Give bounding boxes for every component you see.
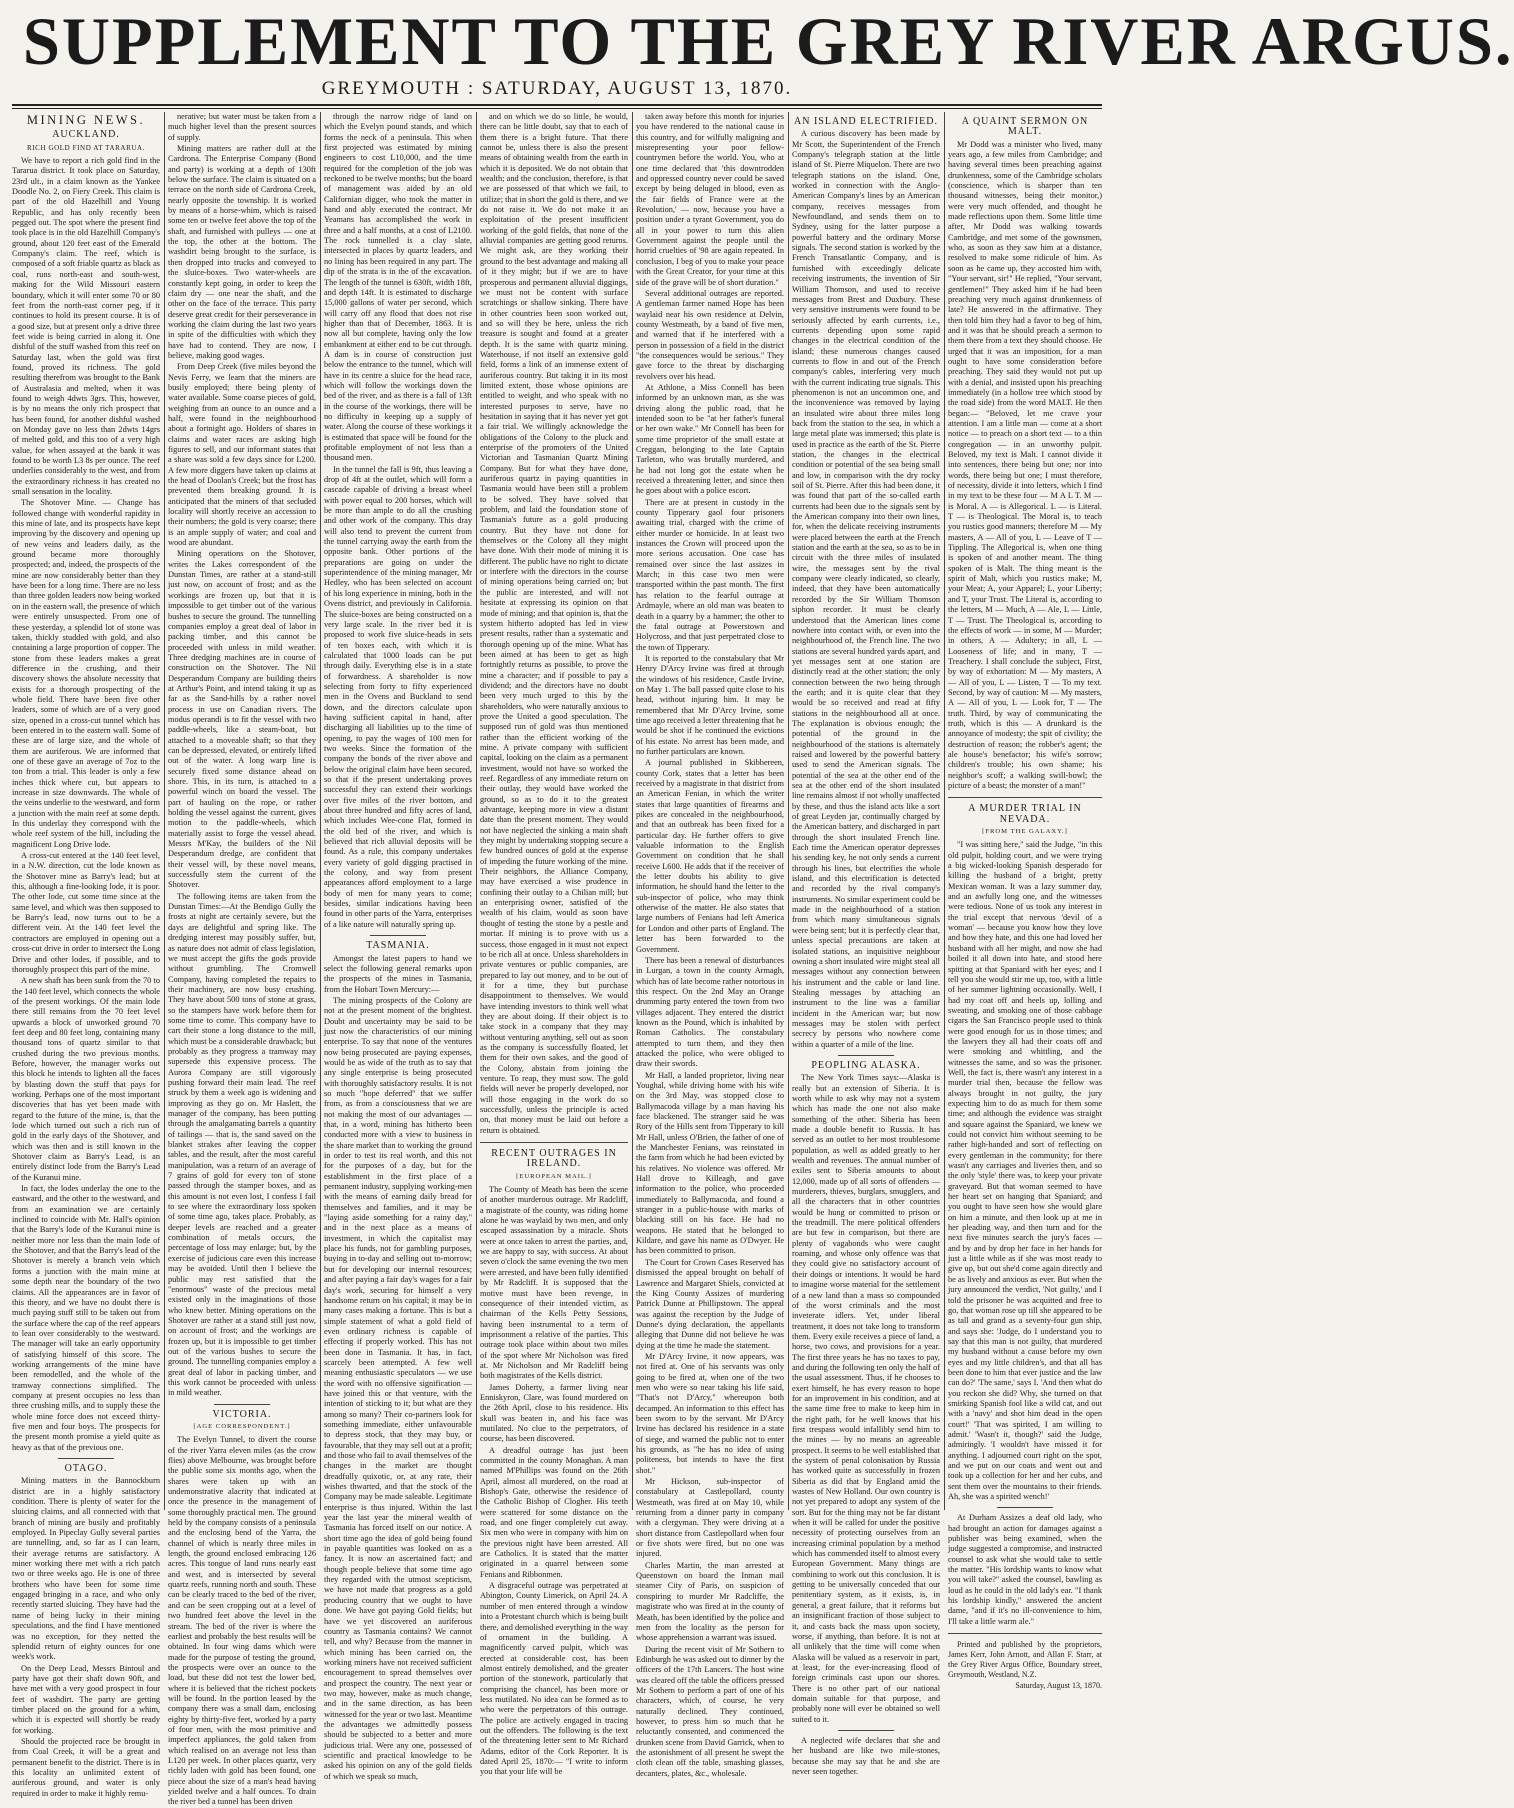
column-rule xyxy=(476,112,477,1510)
divider xyxy=(214,1404,270,1405)
article-heading-victoria: VICTORIA. xyxy=(212,1408,272,1420)
paragraph: A neglected wife declares that she and her husband are like two mile-stones, because she may say that he and she are never seen together. xyxy=(792,1735,940,1776)
paragraph: It is reported to the constabulary that Mr Henry D'Arcy Irvine was fired at through the windows of his residence, Castle Irvine, on May 1. The ball passed quite close to his head, without injuring him. It may be remembered that Mr D'Arcy Irvine, some time ago received a letter threatening that he would be shot if he continued the evictions of his estate. No arrest has been made, and no further particulars are known. xyxy=(636,653,784,756)
divider xyxy=(58,1458,114,1459)
column-4 xyxy=(480,112,628,1777)
article-heading-tasmania: TASMANIA. xyxy=(366,940,430,952)
divider xyxy=(948,797,1102,798)
paragraph: There are at present in custody in the county Tipperary gaol four prisoners awaiting trial, charged with the crime of either murder or homicide. In at least two instances the Crown will proceed upon the more serious accusation. One case has remained over since the last assizes in March; in this case two men were transported within the past month. The first has relation to the fearful outrage at Ardmayle, where an old man was beaten to death in a quarry by a hammer; the other to the fatal outrage at Powerstown and Holycross, and that just perpetrated close to the town of Tipperary. xyxy=(636,497,784,652)
paragraph: A dreadful outrage has just been committed in the county Monaghan. A man named M'Phillips was found on the 26th April, almost all murdered, on the road at Bishop's Gate, otherwise the residence of the Catholic Bishop of Clogher. His teeth were scattered for some distance on the road, and one finger completely cut away. Six men who were in company with him on the previous night have been arrested. All are Catholics. It is stated that the matter originated in a quarrel between some Fenians and Ribbonmen. xyxy=(480,1445,628,1579)
column-rule xyxy=(788,112,789,1510)
column-6 xyxy=(792,112,940,1776)
masthead-rule-thin xyxy=(12,108,1102,109)
paragraph: A journal published in Skibbereen, county Cork, states that a letter has been received by a magistrate in that district from an American Fenian, in which the writer states that large quantities of firearms and pikes are concealed in the neighbourhood, and that an outbreak has been fixed for a particular day. He further offers to give valuable information to the English Government on condition that he shall receive L600. He adds that if the receiver of the letter doubts his ability to give information, he should hand the letter to the sub-inspector of police, who may think otherwise of the matter. He also states that large numbers of Fenians had left America for London and other parts of England. The letter has been forwarded to the Government. xyxy=(636,758,784,954)
paragraph: Mr Hickson, sub-inspector of constabulary at Castlepollard, county Westmeath, was fired at on May 10, while returning from a dinner party in company with a clergyman. They were driving at a short distance from Castlepollard when four or five shots were fired, but no one was injured. xyxy=(636,1477,784,1559)
column-rule xyxy=(632,112,633,1510)
column-5 xyxy=(636,112,784,1778)
paragraph: At Durham Assizes a deaf old lady, who had brought an action for damages against a publisher was being examined, when the judge suggested a compromise, and instructed counsel to ask what she would take to settle the matter. "His lordship wants to know what you will take?" asked the counsel, bawling as loud as he could in the old lady's ear. "I thank his lordship kindly," answered the ancient dame, "and if it's no ill-convenience to him, I'll take a little warm ale." xyxy=(948,1513,1102,1626)
divider xyxy=(838,1055,894,1056)
paragraph: In the tunnel the fall is 9ft, thus leaving a drop of 4ft at the outlet, which will form a cascade capable of driving a breast wheel with power equal to 200 horses, which will be more than ample to do all the crushing and other work of the company. This dray will also tend to prevent the current from the tunnel carrying away the earth from the opposite bank. Other portions of the preparations are going on under the superintendence of the mining manager, Mr Hedley, who has been selected on account of his long experience in mining, both in the Ovens district, and previously in California. The sluice-boxes are being constructed on a very large scale. In the river bed it is proposed to work five sluice-heads in sets of ten boxes each, with which it is calculated that 1000 loads can be put through daily. Everything else is in a state of forwardness. A shareholder is now selecting from forty to fifty experienced men in the Ovens and Buckland to send down, and the directors calculate upon having sufficient capital in hand, after discharging all liabilities up to the time of opening, to pay the wages of 100 men for two weeks. Since the formation of the company the bonds of the river above and below the original claim have been secured, so that if the present undertaking proves successful they can extend their workings over five miles of the river bottom, and about three hundred and fifty acres of land, which includes Wee-cone Flat, formed in the old bed of the river, and which is believed that rich alluvial deposits will be found. As a rule, this company undertakes every variety of gold digging practised in the colony, and way from present appearances afford employment to a large body of men for many years to come; besides, similar indications having been found in other parts of the Yarra, enterprises of a like nature will naturally spring up. xyxy=(324,464,472,929)
paragraph: Several additional outrages are reported. A gentleman farmer named Hope has been waylaid near his own residence at Delvin, county Westmeath, by a band of five men, and warned that if he interfered with a person in possession of a field in the district "the consequences would be serious." They gave force to the threat by discharging revolvers over his head. xyxy=(636,288,784,381)
paragraph: Charles Martin, the man arrested at Queenstown on board the Inman mail steamer City of Paris, on suspicion of conspiring to murder Mr Radcliffe, the magistrate who was fired at in the county of Meath, has been identified by the police and men from the locality as the person for whose apprehension a warrant was issued. xyxy=(636,1560,784,1643)
section-heading-mining-news: MINING NEWS. xyxy=(26,113,146,127)
paragraph: Mr Dodd was a minister who lived, many years ago, a few miles from Cambridge; and having several times been preaching against drunkenness, some of the Cambridge scholars (conscience, which is sharper than ten thousand witnesses, being their monitor,) were very much offended, and thought he made reflections upon them. Some little time after, Mr Dodd was walking towards Cambridge, and met some of the gownsmen, who, as soon as they saw him at a distance, resolved to make some ridicule of him. As soon as he came up, they accosted him with, "Your servant, sir!" He replied, "Your servant, gentlemen!" They asked him if he had been preaching very much against drunkenness of late? He answered in the affirmative. They then told him they had a favor to beg of him, and it was that he should preach a sermon to them there from a text they should choose. He urged that it was an imposition, for a man ought to have some consideration before preaching. They said they would not put up with a denial, and insisted upon his preaching immediately (in a hollow tree which stood by the road side) from the word MALT. He then began:— "Beloved, let me crave your attention. I am a little man — come at a short notice — to preach on a short text — to a thin congregation — in an unworthy pulpit. Beloved, my text is Malt. I cannot divide it into sentences, there being but one; nor into words, there being but one; I must therefore, of necessity, divide it into letters, which I find in my text to be these four — M A L T. M — is Moral. A — is Allegorical. L — is Literal. T — is Theological. The Moral is, to teach you rustics good manners; therefore M — My masters, A — All of you, L — Leave of T — Tippling. The Allegorical is, when one thing is spoken of and another meant. The thing spoken of is Malt. The thing meant is the spirit of Malt, which you rustics make; M, your Meat; A, your Apparel; L, your Liberty; and T, your Trust. The Literal is, according to the letters, M — Much, A — Ale, L — Little, T — Trust. The Theological is, according to the effects of work — in some, M — Murder; in others, A — Adultery; in all, L — Looseness of life; and in many, T — Treachery. I shall conclude the subject, First, by way of exhortation: M — My masters, A — All of you, L — Listen, T — To my text. Second, by way of caution: M — My masters, A — All of you, L — Look for, T — The truth. Third, by way of communicating the truth, which is this — A drunkard is the annoyance of modesty; the spit of civility; the destruction of reason; the robber's agent; the ale house's benefactor; his wife's sorrow; children's trouble; his own shame; his neighbor's scoff; a walking swill-bowl; the picture of a beast; the monster of a man!" xyxy=(948,139,1102,790)
paragraph: The Court for Crown Cases Reserved has dismissed the appeal brought on behalf of Lawrence and Margaret Shiels, convicted at the King County Assizes of murdering Patrick Dunne at Phillipstown. The appeal was against the reception by the Judge of Dunne's dying declaration, the appellants alleging that Dunne did not believe he was dying at the time he made the statement. xyxy=(636,1257,784,1350)
column-3 xyxy=(324,112,472,1781)
column-rule xyxy=(320,112,321,1510)
article-heading-murder-trial: A MURDER TRIAL IN NEVADA. xyxy=(968,803,1082,825)
divider xyxy=(948,1633,1102,1634)
paragraph: The New York Times says:—Alaska is really but an extension of Siberia. It is worth while to ask why may not a system which has made the one not also make something of the other. Siberia has been made a double benefit to Russia. It has served as an outlet to her most troublesome population, as well as added greatly to her wealth and revenues. The annual number of exiles sent to Siberia amounts to about 12,000, made up of all sorts of offenders — murderers, thieves, burglars, smugglers, and all the characters that in other countries would be hung or committed to prison or the treadmill. The mere political offenders are but few in comparison, but there are plenty of vagabonds who were caught roaming, and whose only offence was that they could give no satisfactory account of their doings or intentions. It would be hard to imagine worse material for the settlement of a new land than a mass so compounded of the worst criminals and the most inveterate idlers. Yet, under liberal treatment, it does not take long to transform them. Every exile receives a piece of land, a horse, two cows, and provisions for a year. The first three years he has no taxes to pay, and during the following ten only the half of the usual assessment. Thus, if he chooses to exert himself, he has every reason to hope for an improvement in his condition, and at the same time free to make to keep him in the right path, for he well knows that his first trespass would infallibly send him to the mines — by no means an agreeable prospect. It seems to be well established that the system of penal colonisation by Russia has worked quite as successfully in frozen Siberia as did that by England amid the wastes of New Holland. Our own country is not yet prepared to adopt any system of the sort. But for the thing may not be far distant when it will be called for under the positive necessity of protecting ourselves from an increasing criminal population by a method which has commended itself to almost every European Government. Many things are combining to work out this conclusion. It is getting to be universally conceded that our penitentiary system, as it exists, is, in general, a great failure, that it reforms but an insignificant fraction of those subject to it, and casts back the mass upon society, worse, if anything, than before. It is not at all unlikely that the time will come when Alaska will be valued as a reservoir in part, at least, for the ever-increasing flood of foreign criminals cast upon our shores. There is no other part of our national domain suitable for that purpose, and probably none will ever be obtained so well suited to it. xyxy=(792,1073,940,1724)
article-heading-otago: OTAGO. xyxy=(64,1463,108,1474)
paragraph: The County of Meath has been the scene of another murderous outrage. Mr Radcliff, a magistrate of the county, was riding home alone he was waylaid by two men, and only escaped assassination by a miracle. Shots were at once taken to arrest the parties, and, we are happy to say, with success. At about seven o'clock the same evening the two men were arrested, and have been fully identified by Mr Radcliff. It is supposed that the motive must have been revenge, in consequence of their intended victim, as chairman of the Kells Petty Sessions, having been instrumental to a term of imprisonment a relative of the parties. This outrage took place within about two miles of the spot where Mr Nicholson was fired at. Mr Nicholson and Mr Radcliff being both magistrates of the Kells district. xyxy=(480,1185,628,1381)
paragraph: We have to report a rich gold find in the Tararua district. It took place on Saturday, 23rd ult., in a claim known as the Yankee Doodle No. 2, on Fiery Creek. This claim is part of the old Hazelhill and Young Republic, and has only recently been pegged out. The spot where the present find took place is in the old Hazelhill Company's ground, about 120 feet east of the Emerald Company's claim. The reef, which is composed of a soft friable quartz as black as coal, runs north-east and south-west, making for the Wild Missouri eastern boundary, which it will enter some 70 or 80 feet from the north-east corner peg, if it continues to hold its present course. It is of a good size, but at present only a drive three feet wide is being carried in along it. One dishful of the stuff washed from this reef on Saturday last, when the gold was first found, proved its richness. The gold resulting therefrom was brought to the Bank of Australasia and melted, when it was found to weigh 4dwts 3grs. This, however, is by no means the only rich prospect that has been found, for another dishful washed on Monday gave no less than 2dwts 14grs of melted gold, and this too of a very high value, for when assayed at the bank it was found to be worth L3 8s per ounce. The reef underlies considerably to the west, and from the extraordinary richness it has created no small sensation in the locality. xyxy=(12,156,160,497)
paragraph: The Shotover Mine. — Change has followed change with wonderful rapidity in this mine of late, and its prospects have kept improving by the discovery and opening up of new veins and leaders daily, as the ground became more thoroughly prospected; and, indeed, the prospects of the mine are now considerably better than they have been for a long time. There are no less than three golden leaders now being worked on in the eastern wall, the presence of which were entirely unsuspected. From one of these yesterday, a splendid lot of stone was taken, thickly studded with gold, and also containing a large proportion of copper. The stone from these leaders makes a great difference in the crushing, and their discovery shows the absolute necessity that exists for a thorough prospecting of the whole field. There have been five other leaders, some of which are of a very good size, opened in a cross-cut tunnel which has been entered in to the eastern wall. Some of these are of large size, and the whole of them are auriferous. We are informed that one of these gave an average of 7oz to the ton from a trial. This leader is only a few inches thick where cut, but appears to increase in size downwards. The whole of the veins underlie to the westward, and form a junction with the main reef at some depth. In this underlay they correspond with the whole reef system of the hill, including the magnificent Long Drive lode. xyxy=(12,498,160,849)
paragraph: Mr Hall, a landed proprietor, living near Youghal, while driving home with his wife on the 3rd May, was stopped close to Ballymacoda village by a man having his face blackened. The stranger said he was Rory of the Hills sent from Tipperary to kill Mr Hall, unless O'Brien, the father of one of the Manchester Fenians, was reinstated in the farm from which he had been evicted by his relatives. No violence was offered. Mr Hall drove to Killeagh, and gave information to the police, who proceeded immediately to Ballymacoda, and found a stranger in a public-house with marks of blacking still on his face. He had no weapons. He stated that he belonged to Kildare, and gave his name as O'Dwyer. He has been committed to prison. xyxy=(636,1070,784,1256)
article-heading-auckland: AUCKLAND. xyxy=(52,129,120,141)
paragraph: taken away before this month for injuries you have rendered to the national cause in this country, and for wilfully maligning and misrepresenting your poor fellow-countrymen before the world. You, who at one time declared that 'this downtrodden and oppressed country never could be saved except by being deluged in blood, even as the fair fields of France were at the Revolution,' — now, because you have a position under a tyrant Government, you do all in your power to turn this alien Government against the people until the horrid cruelties of '98 are again repeated. In conclusion, I beg of you to make your peace with the Great Creator, for your time at this side of the grave will be of short duration." xyxy=(636,112,784,287)
masthead-title: SUPPLEMENT TO THE GREY RIVER ARGUS. xyxy=(22,3,1514,79)
article-heading-island-electrified: AN ISLAND ELECTRIFIED. xyxy=(794,116,938,127)
paragraph: through the narrow ridge of land on which the Evelyn pound stands, and which forms the neck of a peninsula. This when first projected was estimated by mining engineers to cost L10,000, and the time required for the completion of the job was reckoned to be twelve months; but the board of management was aided by an old Californian digger, who took the matter in hand and ably executed the contract. Mr Yeamans has accomplished the work in three and a half months, at a cost of L2100. The rock tunnelled is a clay slate, intersected in places by quartz leaders, and no lining has been required in any part. The dip of the strata is in the of the excavation. The length of the tunnel is 630ft, width 18ft, and depth 14ft. It is estimated to discharge 15,000 gallons of water per second, which will carry off any flood that does not rise higher than that of December, 1863. It is now all but complete, having only the low embankment at either end to be cut through. A dam is in course of construction just below the entrance to the tunnel, which will have in its centre a sluice for the head race, which will follow the workings down the bed of the river, and as there is a fall of 13ft in the course of the workings, there will be no difficulty in keeping up a supply of water. Along the course of these workings it is estimated that space will be found for the profitable employment of not less than a thousand men. xyxy=(324,112,472,463)
article-source: [EUROPEAN MAIL.] xyxy=(516,1172,592,1180)
paragraph: Should the projected race be brought in from Coal Creek, it will be a great and permanent benefit to the district. There is in this locality an unlimited extent of auriferous ground, and water is only required in order to make it highly remu- xyxy=(12,1736,160,1798)
imprint-date: Saturday, August 13, 1870. xyxy=(1015,1681,1102,1691)
column-rule xyxy=(944,112,945,1510)
paragraph: Mining matters in the Bannockburn district are in a highly satisfactory condition. There is plenty of water for the sluicing claims, and all connected with that branch of mining are busily and profitably employed. In Pipeclay Gully several parties are tunnelling, and, so far as I can learn, their average returns are satisfactory. A miner working there met with a rich patch two or three weeks ago. He is one of three brothers who have been for some time engaged bringing in a race, and who only recently started sluicing. They have had the name of being lucky in their mining speculations, and the find I have mentioned was no exception, for they netted the splendid return of eighty ounces for one week's work. xyxy=(12,1476,160,1662)
paragraph: "I was sitting here," said the Judge, "in this old pulpit, holding court, and we were trying a big wicked-looking Spanish desperado for killing the husband of a bright, pretty Mexican woman. It was a lazy summer day, and an awfully long one, and the witnesses were tedious. None of us took any interest in the trial except that nervous 'devil of a woman' — because you know how they love and how they hate, and this one had loved her husband with all her might, and now she had boiled it all down into hate, and stood here spitting at that Spaniard with her eyes; and I tell you she would stir me up, too, with a little of her summer lightning occasionally. Well, I had my coat off and heels up, lolling and sweating, and smoking one of those cabbage cigars the San Francisco people used to think were good enough for us in those times; and the lawyers they all had their coats off and were smoking and whittling, and the witnesses the same, and so was the prisoner. Well, the fact is, there wasn't any interest in a murder trial then, because the fellow was always brought in not guilty, the jury expecting him to do as much for them some time; and although the evidence was straight and square against the Spaniard, we knew we could not convict him without seeming to be rather high-handed and sort of reflecting on every gentleman in the community; for there wasn't any carriages and liveries then, and so the only 'style' there was, to keep your private graveyard. But that woman seemed to have her heart set on hanging that Spaniard; and you ought to have seen how she would glare on him a minute, and then look up at me in her pleading way, and then turn and for the next five minutes search the jury's faces — and by and by drop her face in her hands for just a little while as if she was most ready to give up, but out she'd come again directly and be as lively and anxious as ever. But when the jury announced the verdict, 'Not guilty,' and I told the prisoner he was acquitted and free to go, that woman rose up till she appeared to be as tall and grand as a seventy-four gun ship, and says she: 'Judge, do I understand you to say that this man is not guilty, that murdered my husband without a cause before my own eyes and my little children's, and that all has been done to him that ever justice and the law can do?' 'The same,' says I. 'And then what do you reckon she did? Why, she turned on that smirking Spanish fool like a wild cat, and out with a 'navy' and shot him dead in the open court!' 'That was spirited, I am willing to admit.' 'Wasn't it, though?' said the Judge, admiringly. 'I wouldn't have missed it for anything. I adjourned court right on the spot, and we put on our coats and went out and took up a collection for her and her cubs, and sent them over the mountains to their friends. Ah, she was a spirited wench!' xyxy=(948,840,1102,1502)
paragraph: On the Deep Lead, Messrs Bintoul and party have got their shaft down 90ft, and have met with a very good prospect in four feet of washdirt. The party are getting timber placed on the ground for a whim, which it is expected will shortly be ready for working. xyxy=(12,1663,160,1735)
paragraph: From Deep Creek (five miles beyond the Nevis Ferry, we learn that the miners are busily employed; there being plenty of water available. Some coarse pieces of gold, weighing from an ounce to an ounce and a half, were found in the neighbourhood about a fortnight ago. Holders of shares in claims and water races are asking high figures to sell, and our informant states that a share was sold a few days since for L200. A few more diggers have taken up claims at the head of Doolan's Creek; but the frost has prevented them breaking ground. It is anticipated that the miners of that secluded locality will shortly receive an accession to their numbers; the gold is very coarse; there is an ample supply of water; and coal and wood are abundant. xyxy=(168,362,316,548)
divider xyxy=(997,1507,1053,1508)
column-1 xyxy=(12,112,160,1798)
paragraph: nerative; but water must be taken from a much higher level than the present sources of supply. xyxy=(168,112,316,142)
column-2 xyxy=(168,112,316,1807)
article-source: [AGE CORRESPONDENT.] xyxy=(193,1422,291,1430)
paragraph: The mining prospects of the Colony are not at the present moment of the brightest. Doubt and uncertainty may be said to be just now the characteristics of our mining enterprise. To say that none of the ventures now being prosecuted are paying expenses, would be as wide of the truth as to say that any single enterprise is being prosecuted with thoroughly satisfactory results. It is not so much "hope deferred" that we suffer from, as from a consciousness that we are not making the most of our advantages — that, in a word, mining has hitherto been conducted more with a view to business in the share market than to working the ground in order to test its real worth, and this not for the purposes of a day, but for the establishment in the first place of a permanent industry, supplying working-men with the means of earning daily bread for themselves and families, and it may be "laying aside something for a rainy day," and in the next place as a means of investment, in which the capitalist may place his funds, not for gambling purposes, buying in to-day and selling out to-morrow; but for developing our internal resources; and after paying a fair day's wages for a fair day's work, securing for himself a very handsome return on his capital; it may be in many cases making a fortune. This is but a simple statement of what a gold field of even ordinary richness is capable of effecting if properly worked. This has not been done in Tasmania. It has, in fact, scarcely been attempted. A few well meaning enthusiastic speculators — we use the word with no offensive signification — have joined this or that venture, with the intention of sticking to it; but what are they among so many? Their co-partners look for something immediate, either unfavourable to depress stock, that they may buy, or favourable, that they may sell out at a profit; and those who fail to avail themselves of the changes in the market are thought dreadfully quixotic, or, at any rate, their wishes thwarted, and that the stock of the Company may be made saleable. Legitimate enterprise is thus injured. Within the last year the last year the mineral wealth of Tasmania has forced itself on our notice. A short time ago the idea of gold being found in payable quantities was looked on as a fancy. It is now an ascertained fact; and though people believe that some time ago they regarded with the utmost scepticism, we have not made that progress as a gold producing country that we ought to have done. We have got paying Gold fields; but have we yet discovered an auriferous country as Tasmania contains? We cannot tell, and why? Because from the manner in which mining has been carried on, the working miners have not received sufficient encouragement to spread themselves over and prospect the country. The next year or two may, however, make as much change, and in the same direction, as has been witnessed for the year or two last. Meantime the advantages we admittedly possess should be subjected to a better and more judicious trial. Were any one, possessed of scientific and practical knowledge to be asked his opinion on any of the gold fields of which we speak so much, xyxy=(324,995,472,1781)
paragraph: The Evelyn Tunnel, to divert the course of the river Yarra eleven miles (as the crow flies) above Melbourne, was brought before the public some six months ago, when the shares were taken up with an undemonstrative alacrity that indicated at once the presence in the management of some thoroughly practical men. The ground held by the company consists of a peninsula and the enclosing bend of the Yarra, the channel of which is nearly three miles in length, the ground enclosed embracing 126 acres. This tongue of land runs nearly east and west, and is intersected by several quartz reefs, running north and south. These can be clearly traced to the bed of the river, and can be seen cropping out at a level of two hundred feet above the level in the stream. The bed of the river is where the earliest and probably the best results will be obtained. In four wing dams which were made for the purpose of testing the ground, the prospects were over an ounce to the load, but these did not test the lower bed, where it is believed that the richest pockets will be found. In the portion leased by the company there was a small dam, enclosing eighty by thirty-five feet, worked by a party of four men, with the most primitive and imperfect appliances, the gold taken from which realised on an average not less than L120 per week. In other places quartz, very richly laden with gold has been found, one piece about the size of a man's head having yielded twelve and a half ounces. To drain the river bed a tunnel has been driven xyxy=(168,1435,316,1807)
paragraph: A disgraceful outrage was perpetrated at Abington, County Limerick, on April 24. A number of men entered through a window into a Protestant church which is being built there, and demolished everything in the way of ornament in the building. A magnificently carved pulpit, which was erected at considerable cost, has been almost entirely demolished, and the greater portion of the stonework, particularly that comprising the chancel, has been more or less mutilated. No idea can be formed as to who were the perpetrators of this outrage. The police are actively engaged in tracing out the offenders. The following is the text of the threatening letter sent to Mr Richard Adams, editor of the Cork Reporter. It is dated April 25, 1870:— "I write to inform you that your life will be xyxy=(480,1581,628,1777)
article-source: [FROM THE GALAXY.] xyxy=(982,828,1068,836)
column-7 xyxy=(948,112,1102,1691)
article-heading-quaint-sermon: A QUAINT SERMON ON MALT. xyxy=(961,116,1089,138)
divider xyxy=(370,935,426,936)
paragraph: James Doherty, a farmer living near Enniskyron, Clare, was found murdered on the 26th April, close to his residence. His skull was beaten in, and his face was mutilated. No clue to the perpetrators, of course, has been discovered. xyxy=(480,1382,628,1444)
dateline: GREYMOUTH : SATURDAY, AUGUST 13, 1870. xyxy=(321,78,793,99)
printer-imprint: Printed and published by the proprietors, James Kerr, John Arnott, and Allan F. Starr, at the Grey River Argus Office, Boundary street, Greymouth, Westland, N.Z. xyxy=(948,1640,1102,1680)
divider xyxy=(838,1730,894,1731)
paragraph: Amongst the latest papers to hand we select the following general remarks upon the prospects of the mines in Tasmania, from the Hobart Town Mercury:— xyxy=(324,953,472,994)
paragraph: At Athlone, a Miss Connell has been informed by an unknown man, as she was driving along the public road, that he intended soon to be "at her father's funeral or her own wake." Mr Connell has been for some time proprietor of the small estate at Creggan, belonging to the late Captain Tarleton, who was brutally murdered, and he had not long got the estate when he received a threatening letter, and since then he goes about with a police escort. xyxy=(636,382,784,496)
paragraph: Mining matters are rather dull at the Cardrona. The Enterprise Company (Bond and party) is working at a depth of 130ft below the surface. The claim is situated on a terrace on the north side of Cardrona Creek, nearly opposite the township. It is worked by means of a horse-whim, which is raised some ten or twelve feet above the top of the shaft, and furnished with pulleys — one at the top, the other at the bottom. The washdirt being brought to the surface, is then dropped into trucks and conveyed to the sluice-boxes. Two water-wheels are constantly kept going, in order to keep the claim dry — one near the shaft, and the other on the face of the terrace. This party deserve great credit for their perseverance in working the claim during the last two years in spite of the difficulties with which they have had to contend. They are now, I believe, making good wages. xyxy=(168,144,316,360)
paragraph: The following items are taken from the Dunstan Times:—At the Bendigo Gully the frosts at night are certainly severe, but the days are delightful and spring like. The dredging interest may possibly suffer, but, as nature does not admit of class legislation, we must accept the gifts the gods provide without grumbling. The Cromwell Company, having completed the repairs to their machinery, are now busy crushing. They have about 500 tons of stone at grass, so the stampers have work before them for some time to come. This company have to cart their stone a long distance to the mill, which must be a considerable drawback; but probably as they progress a tramway may supersede this expensive process. The Aurora Company are still vigorously pushing forward their main lead. The reef struck by them a week ago is widening and improving as they go on. Mr Haslett, the manager of the company, has been putting through the amalgamating barrels a quantity of tailings — that is, the sand saved on the blanket strakes after leaving the copper tables, and the result, after the most careful manipulation, was a return of an average of 7 grains of gold for every ton of stone passed through the stamper boxes, and as this amount is not even lost, I confess I fail to see where the extraordinary loss spoken of some time ago, takes place. Probably, as deeper levels are reached and a greater combination of metals occurs, the percentage of loss may enlarge; but, by the exercise of judicious care even this increase may be avoided. Until then I believe the public may rest satisfied that the "enormous" waste of the precious metal existed only in the imaginations of those who knew better. Mining operations on the Shotover are rather at a stand still just now, on account of frost; and the workings are frozen up, but it is impossible to get timber out of the various bushes to secure the ground. The tunnelling companies employ a great deal of labor in packing timber, and this work cannot be proceeded with unless in mild weather. xyxy=(168,891,316,1398)
article-heading-peopling-alaska: PEOPLING ALASKA. xyxy=(811,1059,921,1071)
article-heading-ireland: RECENT OUTRAGES IN IRELAND. xyxy=(491,1148,617,1170)
paragraph: Mining operations on the Shotover, writes the Lakes correspondent of the Dunstan Times, are rather at a stand-still just now, on account of frost; and as the workings are frozen up, but that it is impossible to get timber out of the various bushes to secure the ground. The tunnelling companies employ a great deal of labor in packing timber, and this cannot be proceeded with unless in mild weather. Three dredging machines are in course of construction on the Shotover. The Nil Desperandum Company are building theirs at Arthur's Point, and intend taking it up as far as the Sand-hills by a rather novel process in use on Canadian rivers. The modus operandi is to fit the vessel with two paddle-wheels, like a steam-boat, but attached to a moveable shaft; so that they can be depressed, elevated, or entirely lifted out of the water. A long warp line is securely fixed some distance ahead on shore. This, in its turn, is attached to a powerful winch on board the vessel. The part of hauling on the rope, or rather holding the vessel against the current, gives motion to the paddle-wheels, which materially assist to forge the vessel ahead. Messrs M'Kay, the builders of the Nil Desperandum dredge, are confident that their vessel will, by these novel means, successfully stem the current of the Shotover. xyxy=(168,549,316,890)
paragraph: In fact, the lodes underlay the one to the eastward, and the other to the westward, and from an examination we are certainly inclined to coincide with Mr. Hall's opinion that the Barry's lode of the Kuranui mine is neither more nor less than the main lode of the Shotover, and that the Barry's lead of the Shotover is merely a branch vein which forms a junction with the main mine at some depth near the boundary of the two claims. All the appearances are in favor of this theory, and we have no doubt there is much paying stuff still to be taken out from the surface where the cap of the reef appears to lean over considerably to the westward. The manager will take an early opportunity of satisfying himself of this score. The working arrangements of the mine have been remodelled, and the whole of the tramway connections simplified. The company at present occupies no less than three crushing mills, and to supply these the whole mine force does not exceed thirty-five men and four boys. The prospects for the present month promise a yield quite as heavy as that of the previous one. xyxy=(12,1184,160,1452)
divider xyxy=(480,1142,628,1143)
paragraph: There has been a renewal of disturbances in Lurgan, a town in the county Armagh, which has of late become rather notorious in this respect. On the 2nd May an Orange drumming party entered the town from two villages adjacent. They entered the district known as the Pound, which is inhabited by Roman Catholics. The constabulary attempted to turn them, and they then attacked the police, who were obliged to draw their swords. xyxy=(636,955,784,1069)
paragraph: A new shaft has been sunk from the 70 to the 140 feet level, which connects the whole of the present workings. Of the main lode there still remains from the 70 feet level upwards a block of unworked ground 70 feet deep and 80 feet long, containing many thousand tons of quartz similar to that crushed during the two previous months. Before, however, the manager works out this block he intends to lighten all the faces by blasting down the stuff that pays for working. Perhaps one of the most important discoveries that has yet been made with regard to the future of the mine, is, that the lode which turned out such a rich run of gold in the early days of the Shotover, and which was then and is still known in the Shotover claim as Barry's Lead, is an entirely distinct lode from the Barry's Lead of the Kuranui mine. xyxy=(12,976,160,1182)
column-rule xyxy=(164,112,165,1510)
paragraph: Mr D'Arcy Irvine, it now appears, was not fired at. One of his servants was only going to be fired at, when one of the two men who were so near taking his life said, "That's not D'Arcy," whereupon both decamped. An information to this effect has been sworn to by the servant. Mr D'Arcy Irvine has declared his residence in a state of siege, and warned the public not to enter his grounds, as "he has no idea of using politeness, but intends to have the first shot." xyxy=(636,1351,784,1475)
paragraph: During the recent visit of Mr Sothern to Edinburgh he was asked out to dinner by the officers of the 17th Lancers. The host wine was cleared off the table the officers pressed Mr Sothern to perform a part of one of his characters, which, of course, he very naturally declined. They continued, however, to press him so much that he reluctantly consented, and commenced the drunken scene from David Garrick, when to the astonishment of all present he swept the cloth clean off the table, smashing glasses, decanters, plates, &c., wholesale. xyxy=(636,1644,784,1778)
paragraph: and on which we do so little, he would, there can be little doubt, say that to each of them there is a bright future. That there cannot be, unless there is also the present means of obtaining wealth from the earth in which it is deposited. We do not obtain that wealth; and the conclusion, therefore, is that we are possessed of that which we fail, to utilize; that in short the gold is there, and we do not raise it. We do not make it an exploitation of the present insufficient working of the gold fields, that none of the alluvial companies are getting good returns. We might ask, are they working their ground to the best advantage and making all of it they might; but if we are to have prosperous and permanent alluvial diggings, we must not be content with surface scratchings or shallow sinking. There have in other countries been soon worked out, and so will they be here, unless the rich treasure is sought and found at a greater depth. It is the same with quartz mining. Waterhouse, if not itself an extensive gold field, forms a link of an immense extent of auriferous country. But taking it in its most limited extent, those whose opinions are entitled to weight, and who speak with no interested purposes to serve, have no hesitation in saying that it has never yet got a fair trial. We willingly acknowledge the obligations of the Colony to the pluck and enterprise of the promoters of the United Victorian and Tasmanian Quartz Mining Company. But for what they have done, auriferous quartz in paying quantities in Tasmania would have been still a problem to be solved. They have solved that problem, and laid the foundation stone of Tasmania's future as a gold producing country. But they have not done for themselves or the Colony all they might have done. With their mode of mining it is different. The public have no right to dictate or interfere with the directors in the course of mining operations being carried on; but the public are interested, and will not hesitate at expressing its opinion on that mode of mining; and that opinion is, that the system hitherto adopted has led in view present results, rather than a systematic and thorough opening up of the mine. What has been aimed at has been to get as high fortnightly returns as possible, to prove the mine a character; and if possible to pay a dividend; and the directors have no doubt been very much urged to this by the shareholders, who were naturally anxious to prove the United a good speculation. The supposed run of gold was thus mentioned rather than the efficient working of the mine. A private company with sufficient capital, looking on the claim as a permanent investment, would not have so worked the reef. Regardless of any immediate return on their outlay, they would have worked the ground, so as to do it to the greatest advantage, keeping more in view a distant date than the present moment. They would not have neglected the sinking a main shaft they might by undertaking stopping secure a few hundred ounces of gold at the expense of impeding the future working of the mine. Their neighbors, the Alliance Company, may have exercised a wise prudence in confining their outlay to a Chilian mill; but an enterprising owner, satisfied of the wealth of his claim, would as soon have thought of testing the stone by a pestle and mortar. If mining is to prove with us a success, those engaged in it must not expect to be rich all at once. Unless shareholders in private ventures or public companies, are prepared to lay out money, and to be out of it for a time, they but purchase disappointment to themselves. We would have intending investors to think well what they are about doing. If their object is to take stock in a company that they may without venturing anything, sell out as soon as the company is successfully floated, let them for their own sakes, and the good of the Colony, abstain from joining the venture. To reap, they must sow. The gold fields will never be properly developed, nor will those engaging in the work do so successfully, unless the principle is acted on, that money must be laid out before a return is obtained. xyxy=(480,112,628,1135)
paragraph: A curious discovery has been made by Mr Scott, the Superintendent of the French Company's telegraph station at the little island of St. Pierre Miquelon. There are two telegraph stations on the island. One, worked in connection with the Anglo-American Company's lines by an American company, receives messages from Newfoundland, and sends them on to Sydney, using for the latter purpose a powerful battery and the ordinary Morse signals. The second station is worked by the French Transatlantic Company, and is furnished with exceedingly delicate receiving instruments, the invention of Sir William Thomson, and used to receive messages from Brest and Duxbury. These very sensitive instruments were found to be seriously affected by earth currents, i.e., currents depending upon some rapid changes in the electrical condition of the island; these numerous changes caused currents to flow in and out of the French company's cables, interfering very much with the current indicating true signals. This phenomenon is not an uncommon one, and the inconvenience was removed by laying an insulated wire about three miles long back from the station to the sea, in which a large metal plate was immersed; this plate is used in practice as the earth of the St. Pierre station, the changes in the electrical condition or potential of the sea being small and low, in comparison with the dry rocky soil of St. Pierre. After this had been done, it was found that part of the so-called earth currents had been due to the signals sent by the American company into their own lines, for, when the delicate receiving instruments were placed between the earth at the French station and the earth at the sea, so as to be in circuit with the three miles of insulated wire, the messages sent by the rival company were clearly indicated, so clearly, indeed, that they have been automatically recorded by the Sir William Thomson siphon recorder. It must be clearly understood that the American lines come nowhere into contact with, or even into the neighbourhood of, the French line. The two stations are several hundred yards apart, and yet messages sent at one station are distinctly read at the other station; the only connection between the two being through the earth; and it is quite clear that they would be so received and read at fifty stations in the neighbourhood all at once. The explanation is obvious enough; the potential of the ground in the neighbourhood of the stations is alternately raised and lowered by the powerful battery used to send the American signals. The potential of the sea at the other end of the sea at the other end of the short insulated line remains almost if not wholly unaffected by these, and thus the island acts like a sort of great Leyden jar, continually charged by the American battery, and discharged in part through the short insulated French line. Each time the American operator depresses his sending key, he not only sends a current through his lines, but electrifies the whole island, and this electrification is detected and recorded by the rival company's instruments. No similar experiment could be made in the neighbourhood of a station from which many simultaneous signals were being sent; but it is perfectly clear that, unless special precautions are taken at isolated stations, an inquisitive neighbour owning a short insulated wire might steal all messages without any connection between his instrument and the cable or land line. Stealing messages by attaching an instrument to the line was a familiar incident in the American war; but now messages may be stolen with perfect secrecy by persons who nowhere come within a quarter of a mile of the line. xyxy=(792,129,940,1049)
article-subheading: RICH GOLD FIND AT TARARUA. xyxy=(26,143,146,152)
masthead-rule xyxy=(12,104,1102,106)
paragraph: A cross-cut entered at the 140 feet level, in a N.W. direction, cut the lode known as the Shotover mine as Barry's lead; but at this, although a fine-looking lode, it is poor. The other lode, cut some time since at the same level, and which was then supposed to be Barry's lead, now turns out to be a different vein. At the 140 feet level the contractors are employed in opening out a cross-cut drive in order to intersect the Long Drive and other lodes, if possible, and to thoroughly prospect this part of the mine. xyxy=(12,851,160,974)
